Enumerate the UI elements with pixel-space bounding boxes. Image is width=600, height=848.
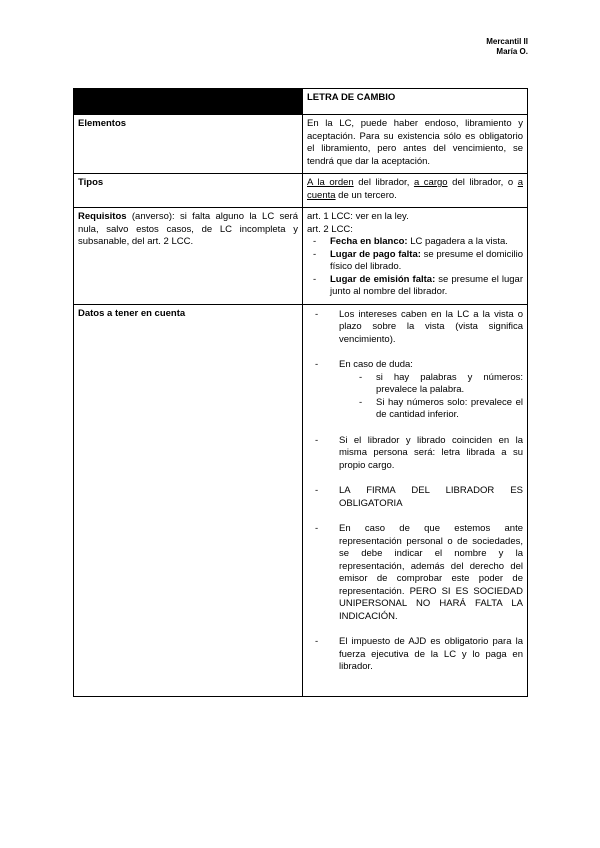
item-text: se presume el domicilio físico del librado.	[330, 248, 523, 272]
list-item: - Los intereses caben en la LC a la vista o plazo sobre la vista (vista significa vencimiento).	[307, 309, 523, 347]
duda-heading: - En caso de duda:	[339, 359, 413, 370]
sub-list-item: - si hay palabras y números: prevalece la palabra.	[339, 372, 523, 397]
list-item	[307, 359, 523, 422]
requisitos-art2: art. 2 LCC:	[307, 223, 353, 235]
label-elementos: Elementos	[74, 115, 303, 174]
sub-list-item: - Si hay números solo: prevalece el de cantidad inferior.	[339, 397, 523, 422]
list-item	[307, 236, 523, 249]
item-text: se presume el lugar junto al nombre del librador.	[330, 273, 523, 297]
item-bold-label: Lugar de pago falta:	[330, 248, 421, 260]
duda-sublist	[339, 372, 523, 422]
requisitos-art1: art. 1 LCC: ver en la ley.	[307, 211, 409, 222]
item-text: LC pagadera a la vista.	[407, 236, 508, 247]
list-item: - El impuesto de AJD es obligatorio para la fuerza ejecutiva de la LC y lo paga en librador.	[307, 636, 523, 674]
label-datos: Datos a tener en cuenta	[74, 304, 303, 696]
list-item: - Si el librador y librado coinciden en la misma persona será: letra librada a su propio cargo.	[307, 435, 523, 473]
letra-de-cambio-table	[73, 88, 528, 697]
requisitos-list	[307, 236, 523, 299]
row-requisitos	[74, 208, 528, 305]
tipo-a-la-orden: A la orden	[307, 177, 354, 188]
requisitos-description: (anverso): si falta alguno la LC será nula, salvo estos casos, de LC incompleta y subsanable, del art. 2 LCC.	[78, 211, 298, 247]
label-tipos: Tipos	[74, 174, 303, 208]
datos-list	[307, 309, 523, 674]
list-item: - En caso de que estemos ante representación personal o de sociedades, se debe indicar el nombre y la representación, además del derecho del emisor de comprobar este poder de representación. PERO SI ES SOCIEDAD UNIPERSONAL NO HARÁ FALTA LA INDICACIÓN.	[307, 523, 523, 623]
item-bold-label: Fecha en blanco:	[330, 236, 408, 247]
tipo-a-cargo: a cargo	[413, 177, 448, 188]
tipo-a-cuenta: a cuenta	[307, 177, 523, 201]
page-header	[486, 37, 528, 57]
label-requisitos	[74, 208, 303, 305]
table-title: LETRA DE CAMBIO	[303, 89, 528, 115]
text-datos	[303, 304, 528, 696]
text-tipos	[303, 174, 528, 208]
row-tipos	[74, 174, 528, 208]
row-elementos	[74, 115, 528, 174]
tipos-text-3: de un tercero.	[335, 189, 397, 201]
list-item	[307, 274, 523, 299]
header-black-cell	[74, 89, 303, 115]
list-item: - LA FIRMA DEL LIBRADOR ES OBLIGATORIA	[307, 485, 523, 510]
text-requisitos	[303, 208, 528, 305]
table-header-row	[74, 89, 528, 115]
header-author: María O.	[496, 47, 528, 56]
tipos-text-1: del librador,	[353, 177, 414, 188]
tipos-text-2: del librador, o	[447, 177, 518, 188]
list-item	[307, 249, 523, 274]
requisitos-title: Requisitos	[78, 211, 127, 222]
text-elementos: En la LC, puede haber endoso, libramiento y aceptación. Para su existencia sólo es obligatorio el libramiento, pero antes del vencimiento, se tendrá que dar la aceptación.	[303, 115, 528, 174]
row-datos	[74, 304, 528, 696]
header-subject: Mercantil II	[486, 37, 528, 46]
item-bold-label: Lugar de emisión falta:	[330, 273, 436, 285]
